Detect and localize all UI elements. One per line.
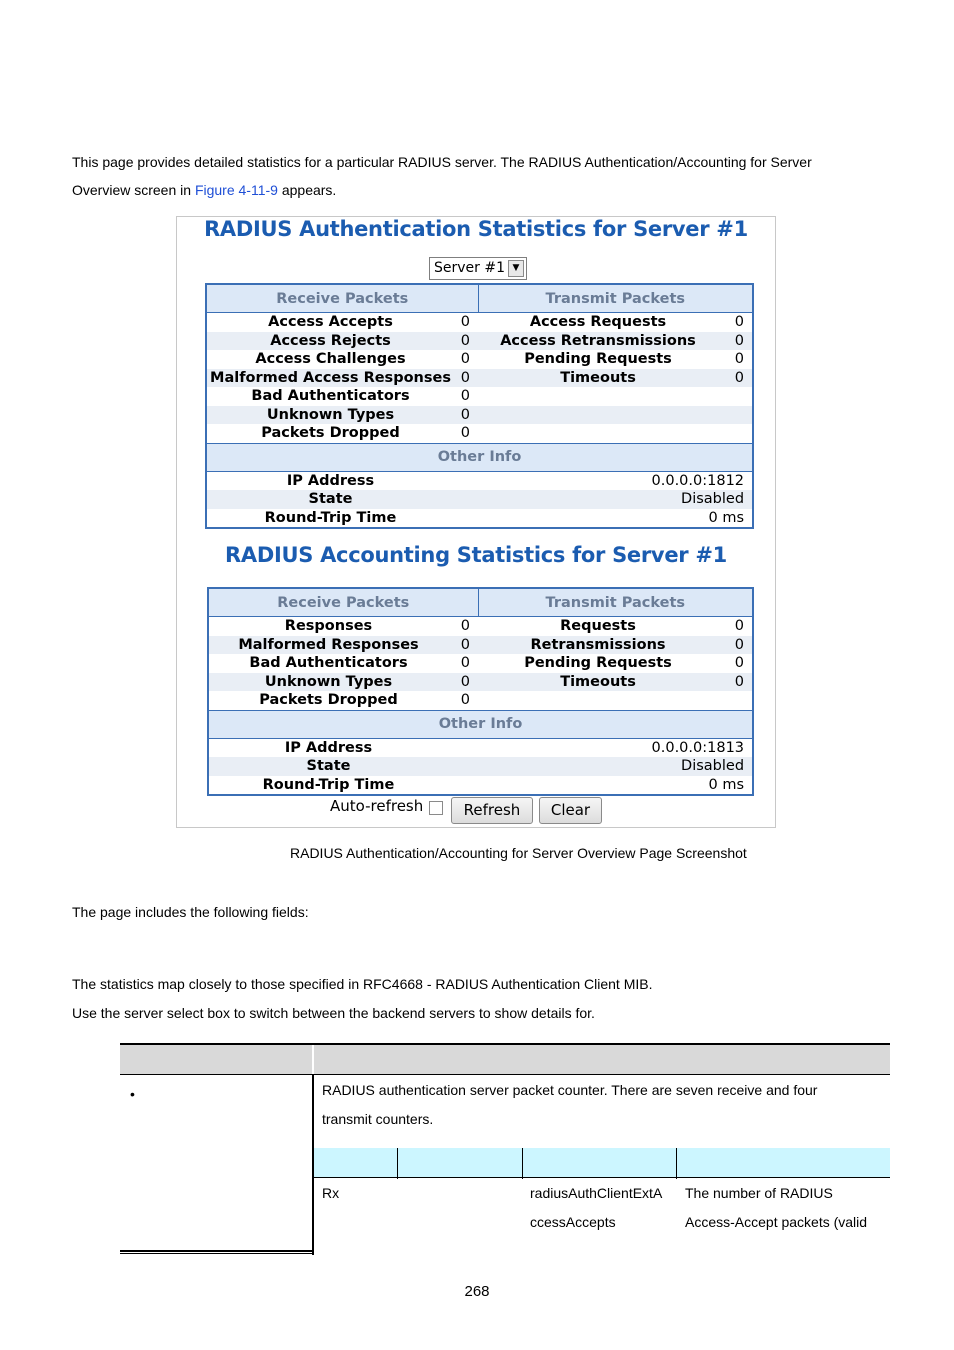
other-info-row — [206, 509, 753, 529]
rx-label: Bad Authenticators — [249, 655, 408, 672]
other-info-label: IP Address — [286, 472, 375, 489]
rx-value: 0 — [454, 369, 478, 388]
intro-line-1: This page provides detailed statistics for a particular RADIUS server. The RADIUS Authentication/Accounting for Server — [72, 154, 812, 170]
tx-value — [718, 424, 753, 443]
tx-label: Access Requests — [529, 314, 667, 331]
tx-value: 0 — [718, 369, 753, 388]
acct-stats-table — [207, 587, 754, 796]
auth-stats-table — [205, 283, 754, 529]
stat-row — [208, 654, 753, 673]
tx-value: 0 — [718, 332, 753, 351]
tx-value: 0 — [718, 673, 753, 692]
tx-label — [478, 691, 718, 710]
tx-label: Requests — [560, 618, 636, 635]
tx-value — [718, 406, 753, 425]
counter-col-divider — [676, 1148, 677, 1179]
other-info-value: 0 ms — [708, 776, 745, 793]
rx-value: 0 — [460, 314, 471, 331]
rx-label: Packets Dropped — [261, 425, 400, 442]
spacer-cell — [448, 757, 478, 776]
tx-value: 0 — [718, 636, 753, 655]
tx-label: Pending Requests — [524, 655, 672, 672]
stat-row — [206, 332, 753, 351]
auth-stats-title: RADIUS Authentication Statistics for Server #1 — [204, 217, 748, 241]
screenshot-panel — [176, 216, 776, 828]
auto-refresh-label: Auto-refresh — [330, 797, 424, 815]
auth-rx-header: Receive Packets — [206, 284, 478, 313]
other-info-row — [208, 738, 753, 757]
tx-label: Retransmissions — [478, 636, 718, 655]
header-divider — [312, 1045, 314, 1074]
field-table-bottom-rule — [120, 1250, 313, 1254]
stat-row — [206, 387, 753, 406]
rx-label: Unknown Types — [208, 673, 448, 692]
acct-stats-title: RADIUS Accounting Statistics for Server #1 — [225, 543, 727, 567]
rx-label: Access Rejects — [206, 332, 454, 351]
rx-value: 0 — [448, 673, 478, 692]
figure-caption: RADIUS Authentication/Accounting for Server Overview Page Screenshot — [290, 845, 747, 861]
acct-rx-header: Receive Packets — [208, 588, 478, 617]
counter-table-header — [314, 1148, 890, 1178]
spacer-cell — [448, 738, 478, 757]
figure-link[interactable]: Figure 4-11-9 — [194, 182, 278, 198]
other-info-label: Round-Trip Time — [264, 509, 397, 526]
other-info-label: Round-Trip Time — [262, 776, 395, 793]
acct-tx-header: Transmit Packets — [478, 588, 753, 617]
stat-row — [208, 617, 753, 636]
server-select[interactable] — [429, 257, 527, 280]
tx-value — [718, 691, 753, 710]
rx-value: 0 — [454, 406, 478, 425]
counter-desc-2: Access-Accept packets (valid — [685, 1214, 868, 1230]
stat-row — [206, 313, 753, 332]
counter-col-divider — [522, 1148, 523, 1179]
rx-label: Access Accepts — [268, 314, 393, 331]
other-info-label: State — [208, 757, 448, 776]
stat-row — [208, 636, 753, 655]
tx-label: Timeouts — [478, 673, 718, 692]
spacer-cell — [454, 471, 478, 490]
tx-value: 0 — [734, 351, 745, 368]
tx-label: Access Retransmissions — [478, 332, 718, 351]
rx-value: 0 — [460, 692, 471, 709]
auth-other-header: Other Info — [206, 443, 753, 471]
rx-label: Responses — [284, 618, 373, 635]
other-info-row — [206, 471, 753, 490]
auth-header-row — [206, 284, 753, 313]
rx-value: 0 — [460, 351, 471, 368]
rx-label: Malformed Responses — [208, 636, 448, 655]
other-info-row — [206, 490, 753, 509]
tx-value: 0 — [734, 655, 745, 672]
tx-label: Timeouts — [478, 369, 718, 388]
auth-tx-header: Transmit Packets — [478, 284, 753, 313]
acct-header-row — [208, 588, 753, 617]
fields-intro: The page includes the following fields: — [72, 904, 309, 920]
other-info-value: 0 ms — [708, 509, 745, 526]
tx-label — [478, 387, 718, 406]
tx-value: 0 — [734, 618, 745, 635]
rx-value: 0 — [460, 655, 471, 672]
refresh-button[interactable]: Refresh — [451, 797, 533, 824]
stat-row — [206, 369, 753, 388]
stat-row — [208, 673, 753, 692]
rx-label: Bad Authenticators — [251, 388, 410, 405]
spacer-cell — [448, 776, 478, 796]
rx-label: Packets Dropped — [259, 692, 398, 709]
field-description-1: RADIUS authentication server packet counter. There are seven receive and four — [322, 1082, 818, 1098]
other-info-value: 0.0.0.0:1812 — [651, 472, 745, 489]
rx-value: 0 — [460, 425, 471, 442]
intro-text-end: appears. — [277, 182, 337, 198]
acct-other-header-row — [208, 710, 753, 738]
tx-value: 0 — [734, 314, 745, 331]
stat-row — [206, 406, 753, 425]
auto-refresh-checkbox[interactable] — [429, 801, 443, 815]
other-info-value: Disabled — [478, 490, 753, 509]
rx-value: 0 — [448, 636, 478, 655]
counter-mib-1: radiusAuthClientExtA — [530, 1185, 663, 1201]
rx-value: 0 — [454, 332, 478, 351]
counter-mib-2: ccessAccepts — [530, 1214, 616, 1230]
rx-label: Access Challenges — [255, 351, 406, 368]
chevron-down-icon[interactable]: ▼ — [508, 260, 524, 277]
stat-row — [206, 424, 753, 443]
other-info-row — [208, 776, 753, 796]
other-info-label: State — [206, 490, 454, 509]
rx-label: Malformed Access Responses — [206, 369, 454, 388]
counter-desc-1: The number of RADIUS — [685, 1185, 833, 1201]
tx-value — [718, 387, 753, 406]
clear-button[interactable]: Clear — [539, 797, 602, 824]
tx-label — [478, 424, 718, 443]
acct-other-header: Other Info — [208, 710, 753, 738]
other-info-label: IP Address — [284, 739, 373, 756]
stats-line-2: Use the server select box to switch between the backend servers to show details for. — [72, 1005, 595, 1021]
rx-value: 0 — [460, 388, 471, 405]
counter-col-divider — [397, 1148, 398, 1179]
other-info-value: 0.0.0.0:1813 — [651, 739, 745, 756]
stats-line-1: The statistics map closely to those specified in RFC4668 - RADIUS Authentication Client MIB. — [72, 976, 653, 992]
auth-other-header-row — [206, 443, 753, 471]
tx-label: Pending Requests — [524, 351, 672, 368]
field-description-2: transmit counters. — [322, 1111, 434, 1127]
field-bullet: • — [130, 1086, 135, 1102]
server-select-value: Server #1 — [434, 260, 505, 276]
other-info-row — [208, 757, 753, 776]
spacer-cell — [454, 509, 478, 529]
tx-label — [478, 406, 718, 425]
stat-row — [208, 691, 753, 710]
rx-label: Unknown Types — [206, 406, 454, 425]
field-table-header — [120, 1043, 890, 1075]
intro-line-2 — [72, 176, 336, 204]
page-number: 268 — [464, 1283, 490, 1300]
rx-value: 0 — [460, 618, 471, 635]
intro-text: Overview screen in — [72, 182, 195, 198]
stat-row — [206, 350, 753, 369]
spacer-cell — [454, 490, 478, 509]
other-info-value: Disabled — [478, 757, 753, 776]
counter-direction: Rx — [322, 1185, 340, 1201]
